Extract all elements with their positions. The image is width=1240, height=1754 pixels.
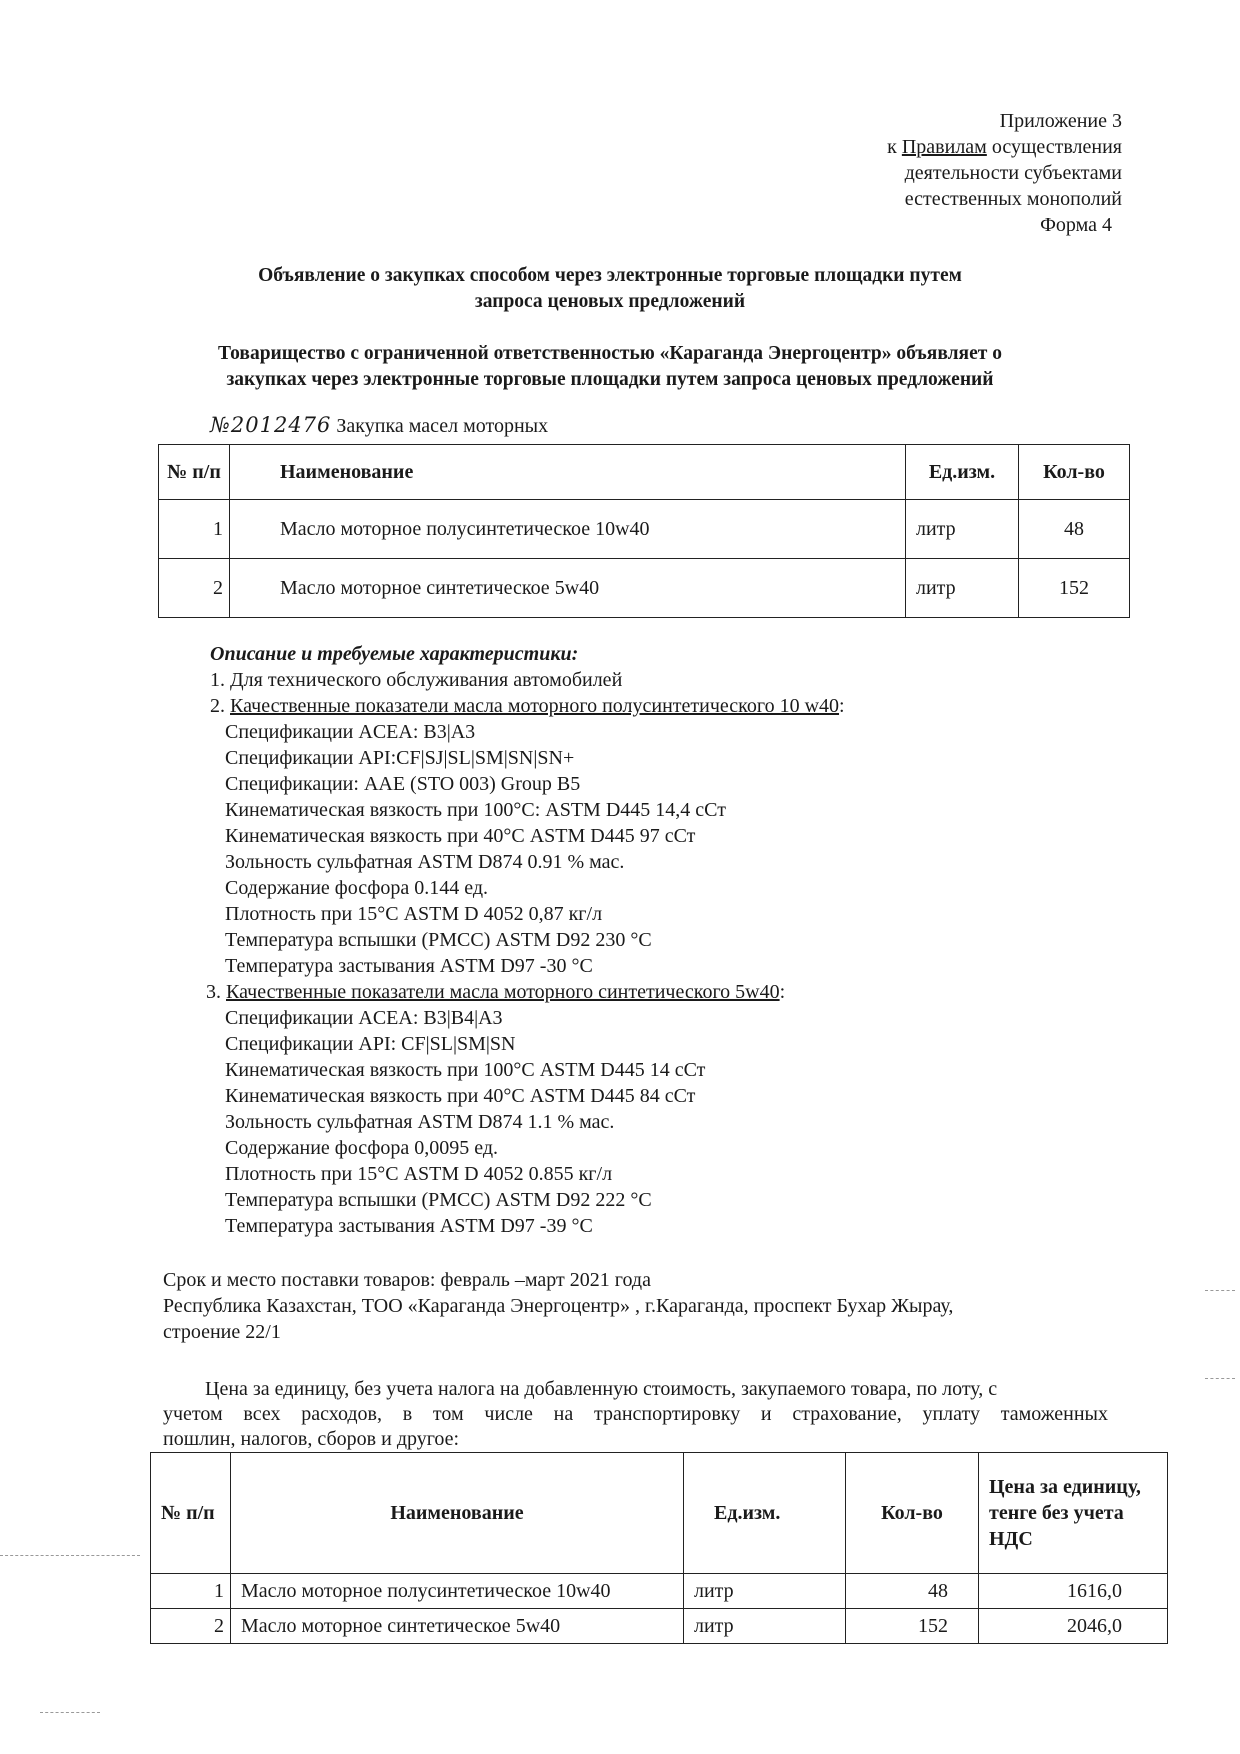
spec-line: Температура вспышки (PMCC) ASTM D92 222 °С bbox=[225, 1189, 652, 1211]
header-qty: Кол-во bbox=[1019, 445, 1130, 500]
lot-line bbox=[210, 413, 548, 438]
header-unit: Ед.изм. bbox=[684, 1453, 846, 1574]
spec-line: Спецификации API: CF|SL|SM|SN bbox=[225, 1033, 516, 1055]
spec-line: Плотность при 15°С ASTM D 4052 0,87 кг/л bbox=[225, 903, 603, 925]
spec-line: Кинематическая вязкость при 40°С ASTM D445 84 сСт bbox=[225, 1085, 696, 1107]
description-item-3: 3. Качественные показатели масла моторного синтетического 5w40: bbox=[206, 981, 786, 1003]
appendix-header bbox=[702, 108, 1122, 238]
table-row: 1 Масло моторное полусинтетическое 10w40 литр 48 1616,0 bbox=[151, 1574, 1168, 1609]
spec-line: Температура вспышки (PMCC) ASTM D92 230 °С bbox=[225, 929, 652, 951]
items-table-header bbox=[159, 445, 1130, 500]
spec-line: Кинематическая вязкость при 40°С ASTM D445 97 сСт bbox=[225, 825, 696, 847]
price-table-header bbox=[151, 1453, 1168, 1574]
scan-mark bbox=[1205, 1378, 1235, 1379]
table-row: 2 Масло моторное синтетическое 5w40 литр 152 bbox=[159, 559, 1130, 618]
header-unit: Ед.изм. bbox=[906, 445, 1019, 500]
spec-line: Зольность сульфатная ASTM D874 1.1 % мас. bbox=[225, 1111, 615, 1133]
price-paragraph: Цена за единицу, без учета налога на добавленную стоимость, закупаемого товара, по лоту, с учетом всех расходов, в том числе на транспортировку и страхование, уплату таможенных пошлин, налогов, сборов и другое: bbox=[163, 1378, 1108, 1450]
spec-line: Температура застывания ASTM D97 -30 °С bbox=[225, 955, 593, 977]
header-qty: Кол-во bbox=[846, 1453, 979, 1574]
appendix-line-3: деятельности субъектами bbox=[904, 162, 1122, 184]
description-section bbox=[206, 641, 845, 1239]
description-heading: Описание и требуемые характеристики: bbox=[210, 643, 579, 665]
document-title: Объявление о закупках способом через электронные торговые площадки путем запроса ценовых предложений bbox=[258, 265, 962, 312]
spec-line: Кинематическая вязкость при 100°С ASTM D445 14 сСт bbox=[225, 1059, 706, 1081]
header-name: Наименование bbox=[231, 1453, 684, 1574]
rules-link[interactable]: Правилам bbox=[901, 136, 987, 158]
appendix-line-4: естественных монополий bbox=[904, 188, 1122, 210]
spec-list-10w40 bbox=[210, 719, 845, 979]
appendix-line-1: Приложение 3 bbox=[999, 110, 1122, 132]
header-num: № п/п bbox=[151, 1453, 231, 1574]
spec-line: Кинематическая вязкость при 100°С: ASTM D445 14,4 сСт bbox=[225, 799, 726, 821]
scan-mark bbox=[40, 1712, 100, 1713]
lot-title: Закупка масел моторных bbox=[336, 415, 549, 437]
spec-line: Температура застывания ASTM D97 -39 °С bbox=[225, 1215, 593, 1237]
appendix-line-2: к Правилам осуществления bbox=[887, 136, 1122, 158]
spec-line: Спецификации ACEA: B3|B4|A3 bbox=[225, 1007, 503, 1029]
delivery-section: Срок и место поставки товаров: февраль –март 2021 года Республика Казахстан, ТОО «Караганда Энергоцентр» , г.Караганда, проспект Бухар Жырау, строение 22/1 bbox=[163, 1269, 954, 1343]
description-item-1: 1. Для технического обслуживания автомобилей bbox=[210, 669, 623, 691]
spec-line: Спецификации ACEA: B3|A3 bbox=[225, 721, 476, 743]
price-table bbox=[150, 1452, 1168, 1644]
spec-line: Спецификации API:CF|SJ|SL|SM|SN|SN+ bbox=[225, 747, 575, 769]
announcement-text: Товарищество с ограниченной ответственностью «Караганда Энергоцентр» объявляет о закупках через электронные торговые площадки путем запроса ценовых предложений bbox=[218, 343, 1002, 390]
spec-line: Содержание фосфора 0,0095 ед. bbox=[225, 1137, 498, 1159]
scan-mark bbox=[1205, 1290, 1235, 1291]
scan-mark bbox=[0, 1555, 140, 1556]
spec-line: Содержание фосфора 0.144 ед. bbox=[225, 877, 488, 899]
form-number: Форма 4 bbox=[1040, 214, 1112, 236]
header-num: № п/п bbox=[159, 445, 230, 500]
spec-line: Плотность при 15°С ASTM D 4052 0.855 кг/л bbox=[225, 1163, 613, 1185]
spec-line: Спецификации: AAE (STO 003) Group B5 bbox=[225, 773, 581, 795]
table-row: 1 Масло моторное полусинтетическое 10w40 литр 48 bbox=[159, 500, 1130, 559]
header-price: Цена за единицу, тенге без учета НДС bbox=[979, 1453, 1168, 1574]
header-name: Наименование bbox=[230, 445, 906, 500]
table-row: 2 Масло моторное синтетическое 5w40 литр 152 2046,0 bbox=[151, 1609, 1168, 1644]
spec-list-5w40 bbox=[210, 1005, 845, 1239]
items-table bbox=[158, 444, 1130, 618]
spec-line: Зольность сульфатная ASTM D874 0.91 % мас. bbox=[225, 851, 625, 873]
description-item-2: 2. Качественные показатели масла моторного полусинтетического 10 w40: bbox=[210, 695, 845, 717]
lot-number-handwritten: №2012476 bbox=[210, 413, 332, 437]
